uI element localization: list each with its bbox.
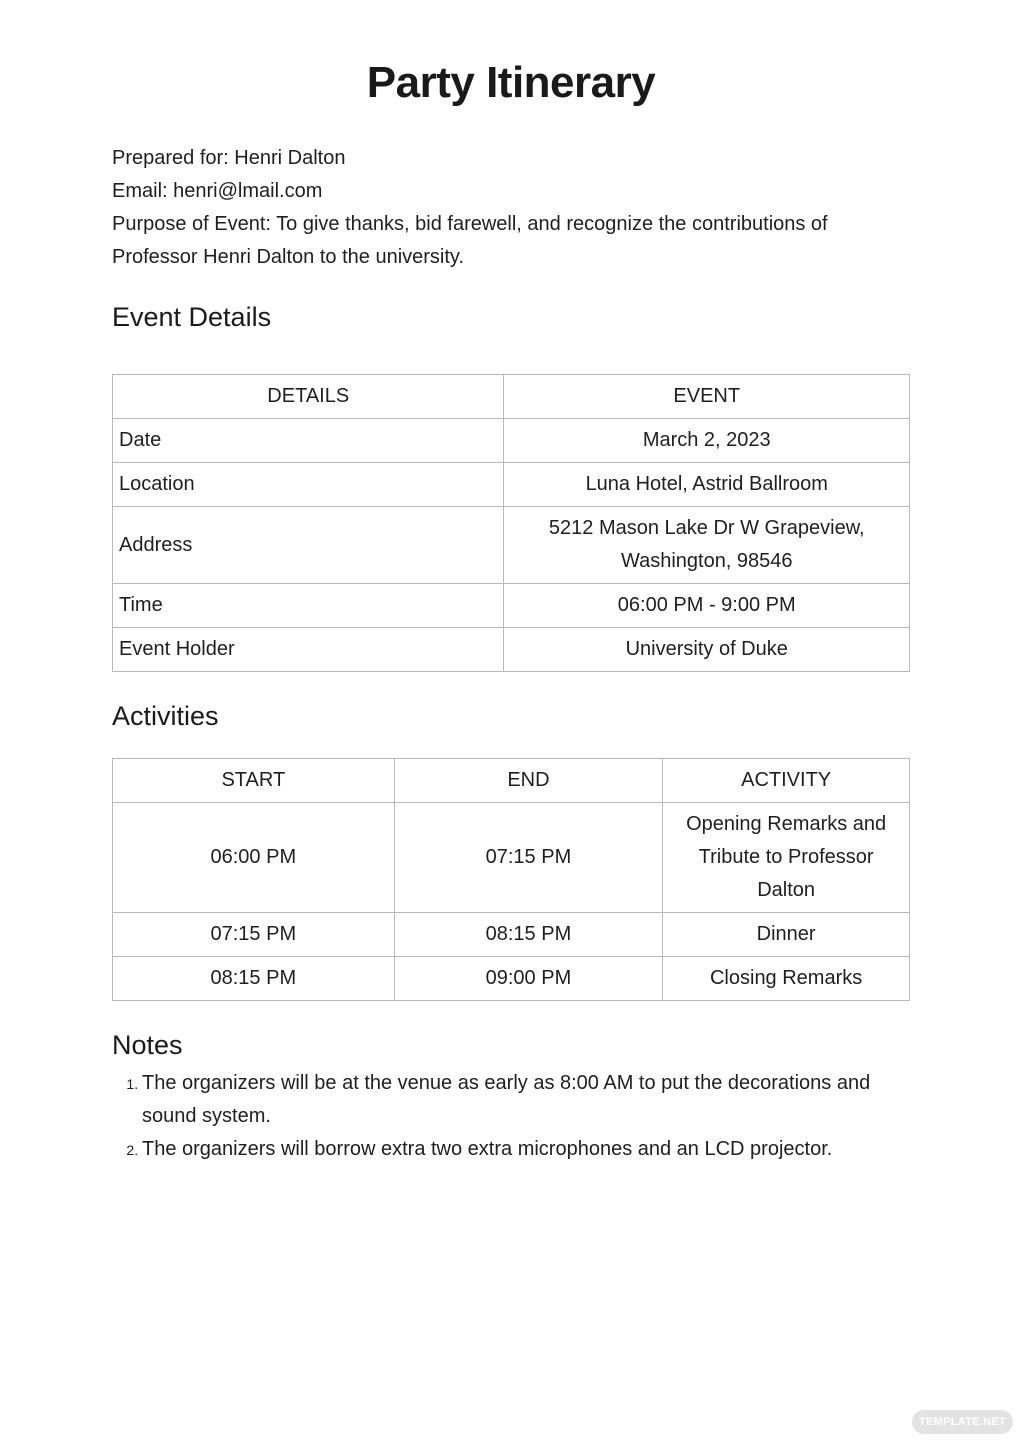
table-row [113,584,910,628]
event-details-heading: Event Details [112,302,272,332]
intro-block [112,142,910,274]
activity-start: 07:15 PM [113,913,395,957]
header-event: EVENT [504,375,910,419]
notes-list [112,1067,910,1166]
table-row [113,507,910,584]
detail-value: 5212 Mason Lake Dr W Grapeview, Washington, 98546 [504,507,910,584]
table-row [113,628,910,672]
header-activity: ACTIVITY [663,759,910,803]
table-header-row [113,759,910,803]
table-row [113,913,910,957]
table-row [113,957,910,1001]
page-title: Party Itinerary [366,58,656,107]
event-details-table [112,374,910,672]
activity-name: Dinner [663,913,910,957]
header-start: START [113,759,395,803]
activity-start: 08:15 PM [113,957,395,1001]
email: Email: henri@lmail.com [112,180,323,202]
activity-name: Closing Remarks [663,957,910,1001]
activity-end: 09:00 PM [394,957,663,1001]
detail-value: University of Duke [504,628,910,672]
header-details: DETAILS [113,375,504,419]
table-row [113,463,910,507]
detail-label: Location [113,463,504,507]
notes-heading: Notes [112,1030,183,1060]
detail-label: Time [113,584,504,628]
detail-label: Date [113,419,504,463]
activities-table [112,758,910,1001]
activity-end: 07:15 PM [394,803,663,913]
activity-start: 06:00 PM [113,803,395,913]
detail-value: March 2, 2023 [504,419,910,463]
prepared-for: Prepared for: Henri Dalton [112,147,346,169]
watermark-badge: TEMPLATE.NET [912,1410,1013,1434]
table-row [113,803,910,913]
detail-label: Address [113,507,504,584]
table-header-row [113,375,910,419]
detail-value: Luna Hotel, Astrid Ballroom [504,463,910,507]
activities-heading: Activities [112,701,219,731]
list-item: 2. The organizers will borrow extra two extra microphones and an LCD projector. [142,1133,910,1166]
header-end: END [394,759,663,803]
table-row [113,419,910,463]
purpose: Purpose of Event: To give thanks, bid farewell, and recognize the contributions of Professor Henri Dalton to the university. [112,213,828,268]
activity-end: 08:15 PM [394,913,663,957]
detail-value: 06:00 PM - 9:00 PM [504,584,910,628]
activity-name: Opening Remarks and Tribute to Professor Dalton [663,803,910,913]
detail-label: Event Holder [113,628,504,672]
list-item: 1. The organizers will be at the venue as early as 8:00 AM to put the decorations and sound system. [142,1067,910,1133]
